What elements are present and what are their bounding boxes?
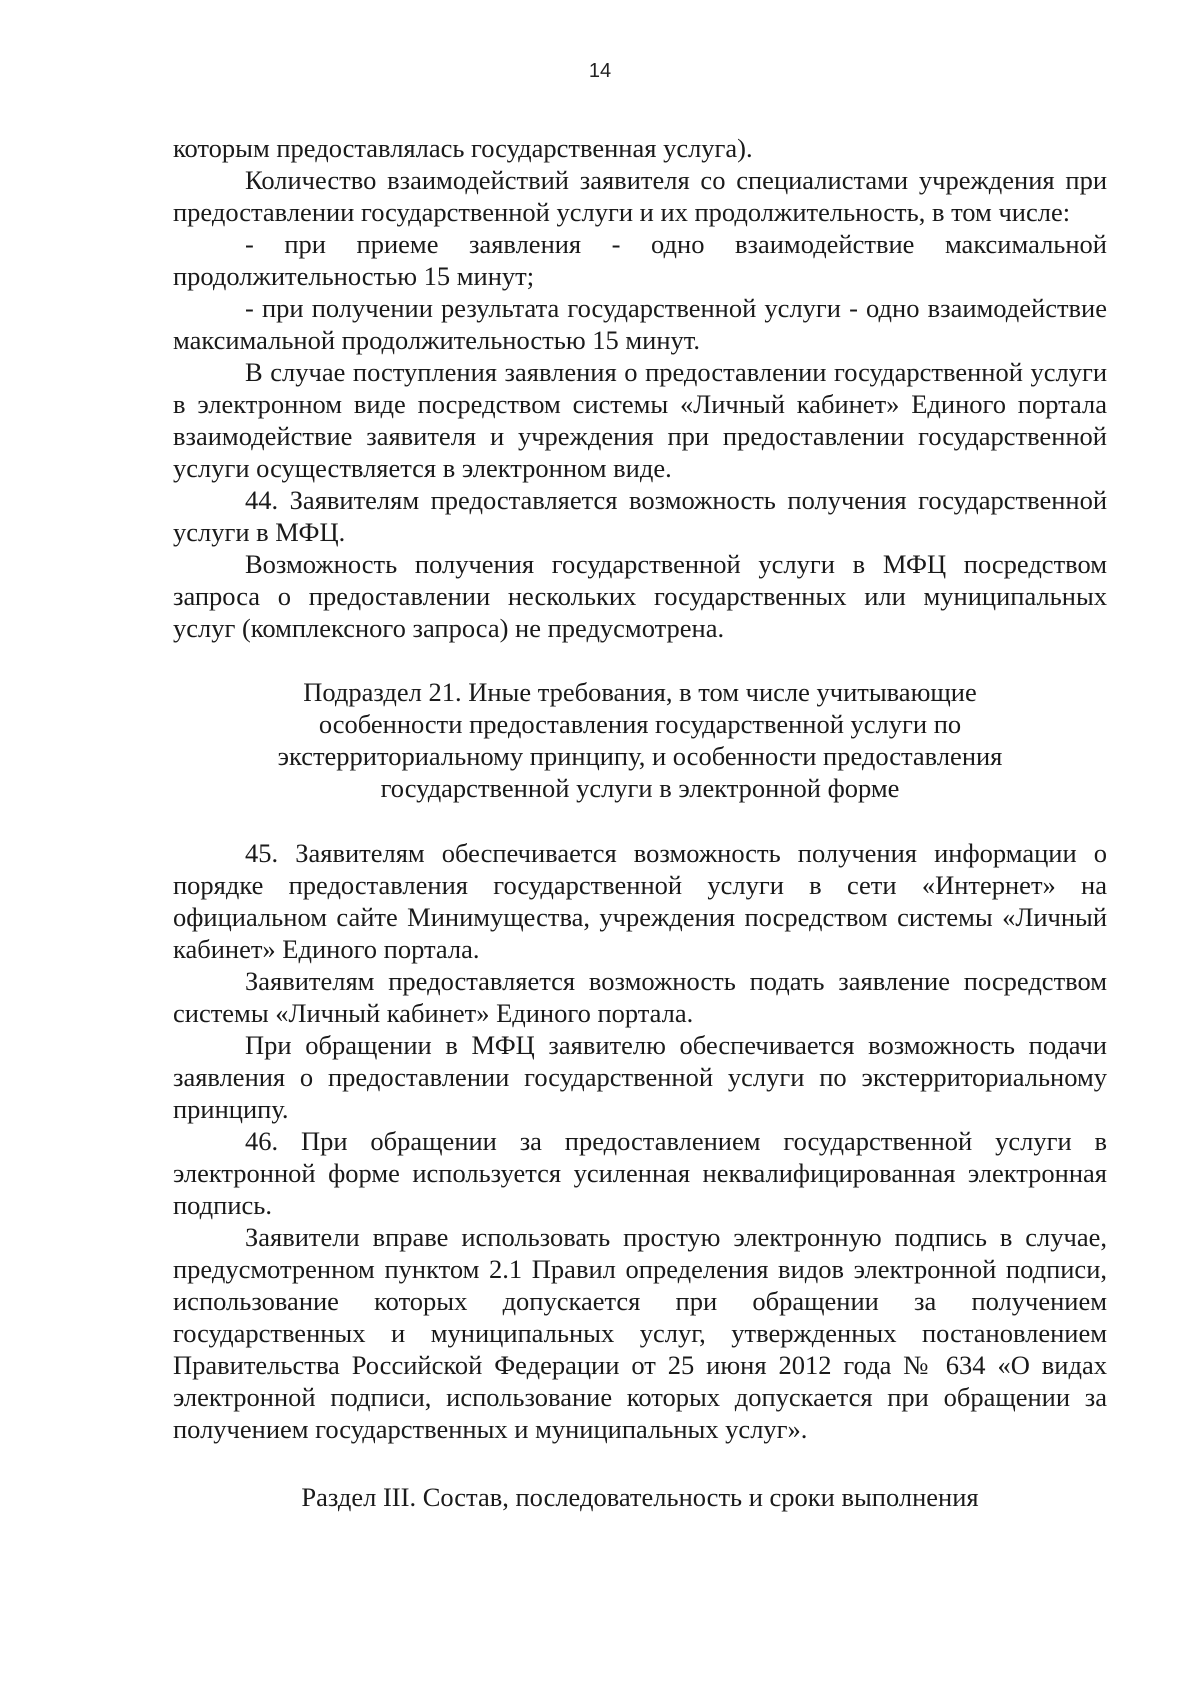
- paragraph: - при получении результата государственной услуги - одно взаимодействие максимальной продолжительностью 15 минут.: [173, 293, 1107, 355]
- paragraph: В случае поступления заявления о предоставлении государственной услуги в электронном виде посредством системы «Личный кабинет» Единого портала взаимодействие заявителя и учреждения при предоставлении государственной услуги осуществляется в электронном виде.: [173, 357, 1107, 483]
- paragraph: 46. При обращении за предоставлением государственной услуги в электронной форме используется усиленная неквалифицированная электронная подпись.: [173, 1126, 1107, 1220]
- paragraph: 44. Заявителям предоставляется возможность получения государственной услуги в МФЦ.: [173, 485, 1107, 547]
- paragraph: Количество взаимодействий заявителя со специалистами учреждения при предоставлении государственной услуги и их продолжительность, в том числе:: [173, 165, 1107, 227]
- subsection-heading-line: государственной услуги в электронной форме: [380, 773, 900, 803]
- paragraph: При обращении в МФЦ заявителю обеспечивается возможность подачи заявления о предоставлении государственной услуги по экстерриториальному принципу.: [173, 1030, 1107, 1124]
- paragraphs-after: [173, 837, 1107, 1445]
- paragraph: Заявителям предоставляется возможность подать заявление посредством системы «Личный кабинет» Единого портала.: [173, 966, 1107, 1028]
- subsection-heading-line: экстерриториальному принципу, и особенности предоставления: [277, 741, 1003, 771]
- paragraph: 45. Заявителям обеспечивается возможность получения информации о порядке предоставления государственной услуги в сети «Интернет» на официальном сайте Минимущества, учреждения посредством системы «Личный кабинет» Единого портала.: [173, 838, 1107, 964]
- section-title: Раздел III. Состав, последовательность и сроки выполнения: [301, 1482, 979, 1512]
- subsection-heading-line: особенности предоставления государственной услуги по: [318, 709, 962, 739]
- subsection-heading-line: Подраздел 21. Иные требования, в том числе учитывающие: [303, 677, 977, 707]
- paragraph: Заявители вправе использовать простую электронную подпись в случае, предусмотренном пунктом 2.1 Правил определения видов электронной подписи, использование которых допускается при обращении за получением государственных и муниципальных услуг, утвержденных постановлением Правительства Российской Федерации от 25 июня 2012 года № 634 «О видах электронной подписи, использование которых допускается при обращении за получением государственных и муниципальных услуг».: [173, 1222, 1107, 1444]
- page-content: [173, 132, 1107, 1513]
- paragraphs-before: [173, 132, 1107, 644]
- paragraph: которым предоставлялась государственная услуга).: [173, 133, 753, 163]
- subsection-heading: [173, 676, 1107, 804]
- paragraph: - при приеме заявления - одно взаимодействие максимальной продолжительностью 15 минут;: [173, 229, 1107, 291]
- page-number: 14: [588, 60, 612, 82]
- paragraph: Возможность получения государственной услуги в МФЦ посредством запроса о предоставлении нескольких государственных или муниципальных услуг (комплексного запроса) не предусмотрена.: [173, 549, 1107, 643]
